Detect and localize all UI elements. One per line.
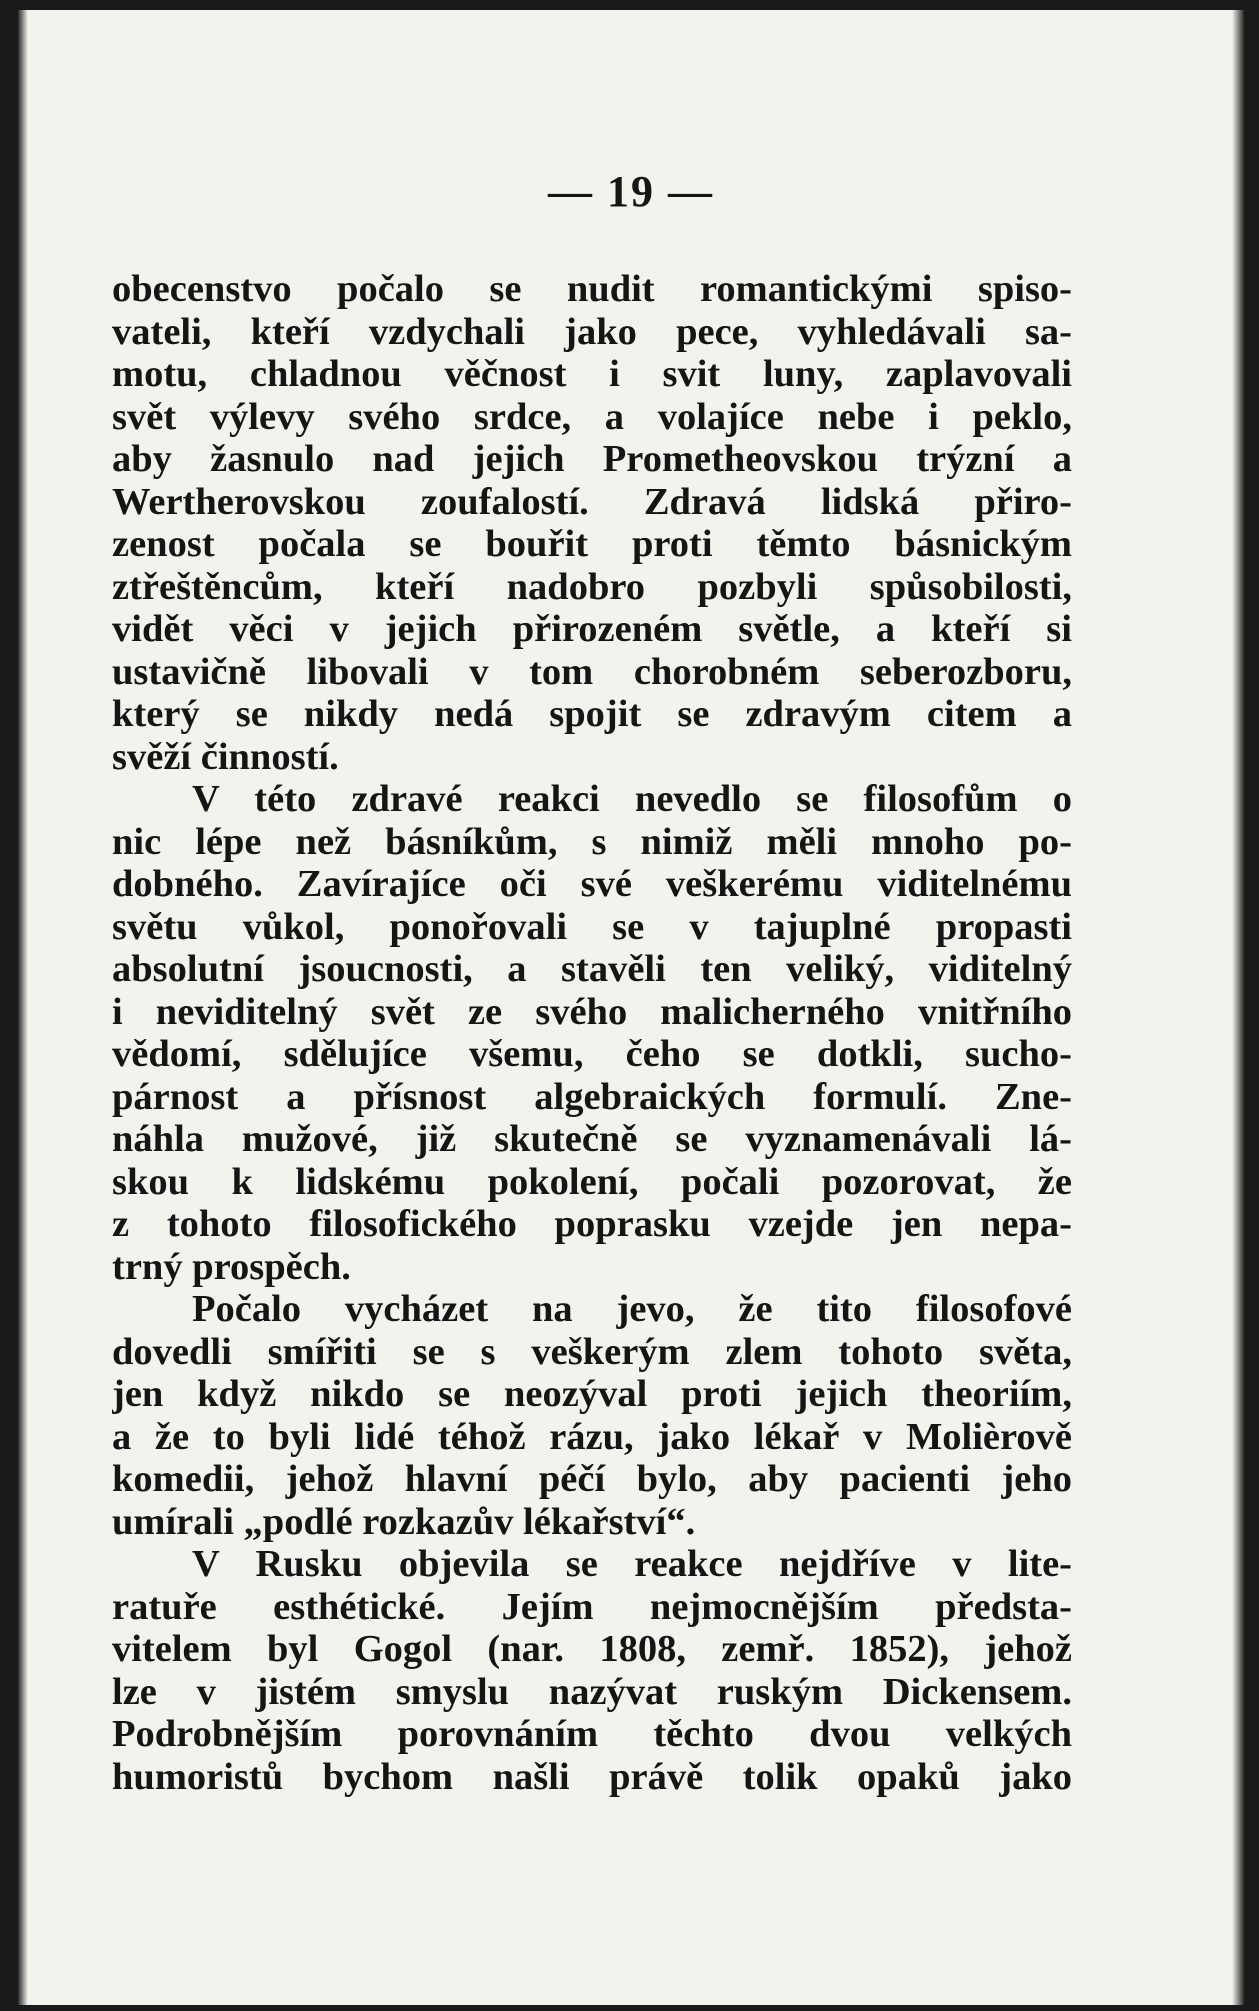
text-line: lze v jistém smyslu nazývat ruským Dickensem. <box>112 1670 1072 1713</box>
text-line: dovedli smířiti se s veškerým zlem tohoto světa, <box>112 1330 1072 1373</box>
text-line: náhla mužové, již skutečně se vyznamenávali lá- <box>112 1118 1072 1160</box>
text-line: vědomí, sdělujíce všemu, čeho se dotkli, sucho- <box>112 1033 1072 1075</box>
text-line: ztřeštěncům, kteří nadobro pozbyli spůsobilosti, <box>112 565 1072 608</box>
text-line: nic lépe než básníkům, s nimiž měli mnoho po- <box>112 820 1072 863</box>
text-line: ratuře esthétické. Jejím nejmocnějším předsta- <box>112 1585 1072 1628</box>
book-page <box>18 10 1244 2005</box>
text-line: zenost počala se bouřit proti těmto básnickým <box>112 523 1072 565</box>
text-line: i neviditelný svět ze svého malicherného vnitřního <box>112 990 1072 1033</box>
text-line: vitelem byl Gogol (nar. 1808, zemř. 1852), jehož <box>112 1628 1072 1670</box>
text-line: vateli, kteří vzdychali jako pece, vyhledávali sa- <box>112 310 1072 353</box>
page-edge-shadow-right <box>1232 10 1244 2005</box>
text-line: dobného. Zavírajíce oči své veškerému viditelnému <box>112 863 1072 905</box>
text-line: jen když nikdo se neozýval proti jejich theoriím, <box>112 1373 1072 1415</box>
text-line: komedii, jehož hlavní péčí bylo, aby pacienti jeho <box>112 1458 1072 1500</box>
text-line: který se nikdy nedá spojit se zdravým citem a <box>112 693 1072 735</box>
text-line: motu, chladnou věčnost i svit luny, zaplavovali <box>112 353 1072 395</box>
text-line: trný prospěch. <box>112 1245 351 1288</box>
text-line: Počalo vycházet na jevo, že tito filosofové <box>192 1288 1072 1330</box>
text-line: svět výlevy svého srdce, a volajíce nebe i peklo, <box>112 395 1072 438</box>
text-line: obecenstvo počalo se nudit romantickými spiso- <box>112 268 1072 310</box>
text-line: V této zdravé reakci nevedlo se filosofům o <box>192 778 1072 820</box>
text-line: vidět věci v jejich přirozeném světle, a kteří si <box>112 608 1072 650</box>
text-line: z tohoto filosofického poprasku vzejde jen nepa- <box>112 1203 1072 1245</box>
text-line: ustavičně libovali v tom chorobném seberozboru, <box>112 650 1072 693</box>
text-line: absolutní jsoucnosti, a stavěli ten veliký, viditelný <box>112 948 1072 990</box>
text-line: světu vůkol, ponořovali se v tajuplné propasti <box>112 905 1072 948</box>
body-text <box>112 268 1072 1798</box>
text-line: a že to byli lidé téhož rázu, jako lékař v Molièrově <box>112 1415 1072 1458</box>
page-edge-shadow-left <box>18 10 28 2005</box>
text-line: svěží činností. <box>112 735 339 778</box>
text-line: umírali „podlé rozkazův lékařství“. <box>112 1500 696 1543</box>
text-line: V Rusku objevila se reakce nejdříve v lite- <box>192 1543 1072 1585</box>
page-number: — 19 — <box>548 167 714 216</box>
text-line: párnost a přísnost algebraických formulí. Zne- <box>112 1075 1072 1118</box>
text-line: Wertherovskou zoufalostí. Zdravá lidská přiro- <box>112 480 1072 523</box>
text-line: skou k lidskému pokolení, počali pozorovat, že <box>112 1160 1072 1203</box>
text-line: aby žasnulo nad jejich Prometheovskou trýzní a <box>112 438 1072 480</box>
text-line: Podrobnějším porovnáním těchto dvou velkých <box>112 1713 1072 1755</box>
text-line: humoristů bychom našli právě tolik opaků jako <box>112 1755 1072 1798</box>
